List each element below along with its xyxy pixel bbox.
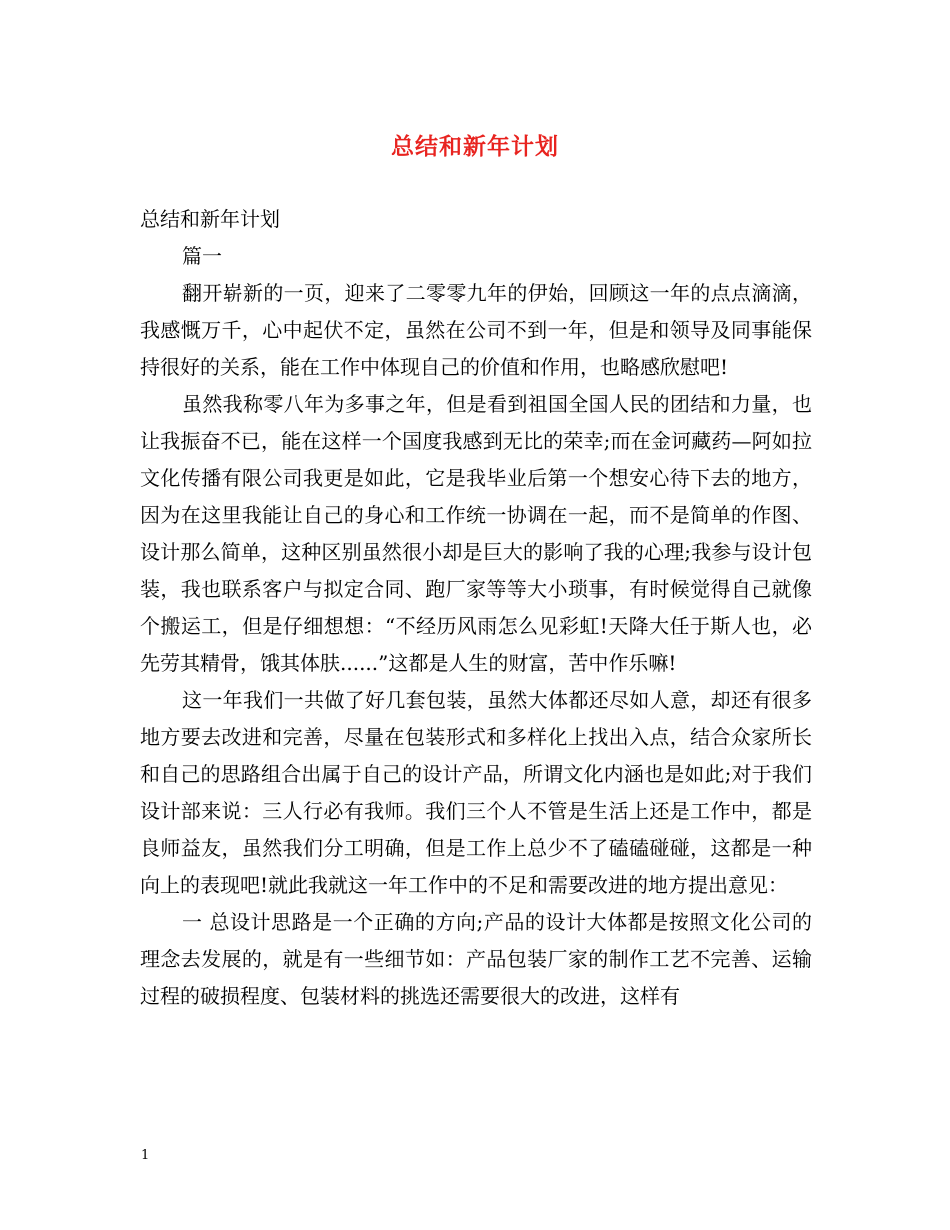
document-title: 总结和新年计划 [391, 133, 559, 160]
section-label: 篇一 [182, 244, 222, 268]
paragraph: 翻开崭新的一页，迎来了二零零九年的伊始，回顾这一年的点点滴滴，我感慨万千，心中起伏不定，虽然在公司不到一年，但是和领导及同事能保持很好的关系，能在工作中体现自己的价值和作用，也略感欣慰吧! [140, 281, 812, 379]
paragraph: 一 总设计思路是一个正确的方向;产品的设计大体都是按照文化公司的理念去发展的，就是有一些细节如：产品包装厂家的制作工艺不完善、运输过程的破损程度、包装材料的挑选还需要很大的改进，这样有 [140, 910, 812, 1008]
paragraph: 这一年我们一共做了好几套包装，虽然大体都还尽如人意，却还有很多地方要去改进和完善，尽量在包装形式和多样化上找出入点，结合众家所长和自己的思路组合出属于自己的设计产品，所谓文化内涵也是如此;对于我们设计部来说：三人行必有我师。我们三个人不管是生活上还是工作中，都是良师益友，虽然我们分工明确，但是工作上总少不了磕磕碰碰，这都是一种向上的表现吧!就此我就这一年工作中的不足和需要改进的地方提出意见： [140, 688, 812, 897]
page-number: 1 [141, 1148, 150, 1163]
paragraph: 虽然我称零八年为多事之年，但是看到祖国全国人民的团结和力量，也让我振奋不已，能在这样一个国度我感到无比的荣幸;而在金诃藏药—阿如拉文化传播有限公司我更是如此，它是我毕业后第一个想安心待下去的地方，因为在这里我能让自己的身心和工作统一协调在一起，而不是简单的作图、设计那么简单，这种区别虽然很小却是巨大的影响了我的心理;我参与设计包装，我也联系客户与拟定合同、跑厂家等等大小琐事，有时候觉得自己就像个搬运工，但是仔细想想：“不经历风雨怎么见彩虹!天降大任于斯人也，必先劳其精骨，饿其体肤......”这都是人生的财富，苦中作乐嘛! [140, 392, 812, 675]
document-body [140, 201, 812, 1015]
document-subtitle: 总结和新年计划 [140, 207, 280, 231]
